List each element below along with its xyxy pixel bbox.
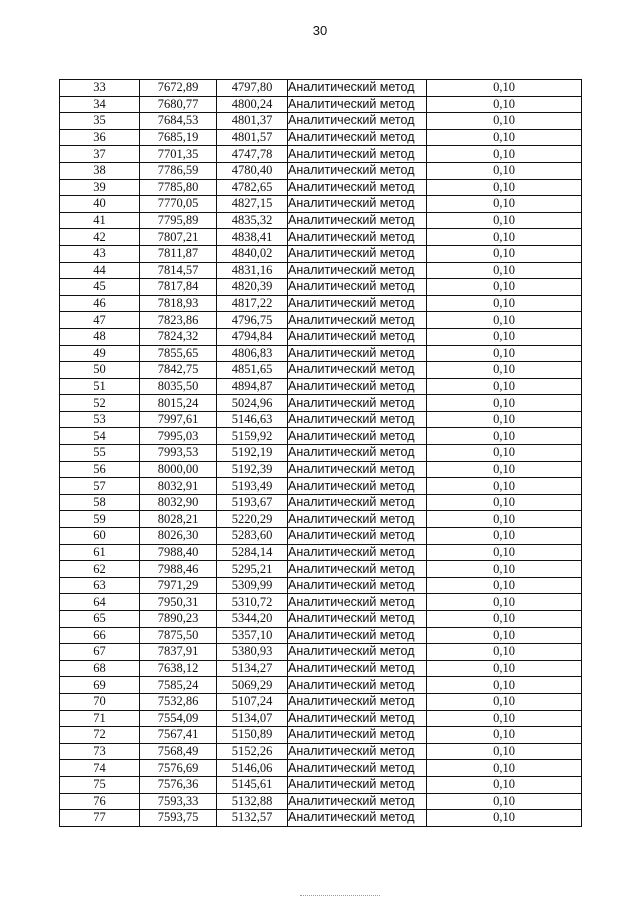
accuracy-cell: 0,10	[427, 162, 582, 179]
x-coordinate-cell: 7785,80	[140, 179, 217, 196]
accuracy-cell: 0,10	[427, 478, 582, 495]
x-coordinate-cell: 7997,61	[140, 411, 217, 428]
x-coordinate-cell: 7576,69	[140, 760, 217, 777]
page-number: 30	[312, 23, 328, 38]
y-coordinate-cell: 4835,32	[217, 212, 288, 229]
method-cell: Аналитический метод	[288, 693, 427, 710]
method-cell: Аналитический метод	[288, 295, 427, 312]
table-row	[60, 528, 582, 545]
y-coordinate-cell: 4801,37	[217, 113, 288, 130]
y-coordinate-cell: 5284,14	[217, 544, 288, 561]
x-coordinate-cell: 7770,05	[140, 196, 217, 213]
table-row	[60, 146, 582, 163]
method-cell: Аналитический метод	[288, 528, 427, 545]
accuracy-cell: 0,10	[427, 494, 582, 511]
table-row	[60, 544, 582, 561]
method-cell: Аналитический метод	[288, 760, 427, 777]
method-cell: Аналитический метод	[288, 660, 427, 677]
table-row	[60, 494, 582, 511]
x-coordinate-cell: 7817,84	[140, 279, 217, 296]
x-coordinate-cell: 8026,30	[140, 528, 217, 545]
y-coordinate-cell: 5220,29	[217, 511, 288, 528]
y-coordinate-cell: 4797,80	[217, 80, 288, 97]
point-number-cell: 72	[60, 727, 140, 744]
point-number-cell: 65	[60, 611, 140, 628]
y-coordinate-cell: 5132,57	[217, 810, 288, 827]
x-coordinate-cell: 8032,91	[140, 478, 217, 495]
table-row	[60, 113, 582, 130]
table-row	[60, 511, 582, 528]
method-cell: Аналитический метод	[288, 378, 427, 395]
y-coordinate-cell: 5310,72	[217, 594, 288, 611]
y-coordinate-cell: 4796,75	[217, 312, 288, 329]
accuracy-cell: 0,10	[427, 428, 582, 445]
y-coordinate-cell: 5193,49	[217, 478, 288, 495]
y-coordinate-cell: 5024,96	[217, 395, 288, 412]
y-coordinate-cell: 4780,40	[217, 162, 288, 179]
method-cell: Аналитический метод	[288, 677, 427, 694]
table-row	[60, 245, 582, 262]
y-coordinate-cell: 5192,19	[217, 445, 288, 462]
accuracy-cell: 0,10	[427, 677, 582, 694]
accuracy-cell: 0,10	[427, 544, 582, 561]
method-cell: Аналитический метод	[288, 245, 427, 262]
method-cell: Аналитический метод	[288, 129, 427, 146]
table-row	[60, 196, 582, 213]
x-coordinate-cell: 8000,00	[140, 461, 217, 478]
method-cell: Аналитический метод	[288, 212, 427, 229]
y-coordinate-cell: 5134,07	[217, 710, 288, 727]
table-row	[60, 179, 582, 196]
table-row	[60, 793, 582, 810]
scan-artifact-divider	[300, 895, 380, 897]
table-row	[60, 212, 582, 229]
x-coordinate-cell: 7795,89	[140, 212, 217, 229]
y-coordinate-cell: 4806,83	[217, 345, 288, 362]
y-coordinate-cell: 4894,87	[217, 378, 288, 395]
y-coordinate-cell: 4747,78	[217, 146, 288, 163]
x-coordinate-cell: 7842,75	[140, 362, 217, 379]
y-coordinate-cell: 4851,65	[217, 362, 288, 379]
accuracy-cell: 0,10	[427, 594, 582, 611]
y-coordinate-cell: 4817,22	[217, 295, 288, 312]
point-number-cell: 39	[60, 179, 140, 196]
table-row	[60, 594, 582, 611]
accuracy-cell: 0,10	[427, 113, 582, 130]
x-coordinate-cell: 7814,57	[140, 262, 217, 279]
point-number-cell: 61	[60, 544, 140, 561]
accuracy-cell: 0,10	[427, 96, 582, 113]
point-number-cell: 54	[60, 428, 140, 445]
accuracy-cell: 0,10	[427, 312, 582, 329]
x-coordinate-cell: 7811,87	[140, 245, 217, 262]
table-row	[60, 776, 582, 793]
method-cell: Аналитический метод	[288, 611, 427, 628]
method-cell: Аналитический метод	[288, 776, 427, 793]
accuracy-cell: 0,10	[427, 445, 582, 462]
x-coordinate-cell: 7988,46	[140, 561, 217, 578]
y-coordinate-cell: 5146,63	[217, 411, 288, 428]
point-number-cell: 77	[60, 810, 140, 827]
accuracy-cell: 0,10	[427, 727, 582, 744]
table-row	[60, 693, 582, 710]
point-number-cell: 62	[60, 561, 140, 578]
x-coordinate-cell: 7824,32	[140, 328, 217, 345]
table-row	[60, 611, 582, 628]
table-row	[60, 229, 582, 246]
method-cell: Аналитический метод	[288, 511, 427, 528]
accuracy-cell: 0,10	[427, 328, 582, 345]
table-row	[60, 445, 582, 462]
y-coordinate-cell: 5309,99	[217, 577, 288, 594]
x-coordinate-cell: 7593,75	[140, 810, 217, 827]
x-coordinate-cell: 7685,19	[140, 129, 217, 146]
method-cell: Аналитический метод	[288, 196, 427, 213]
x-coordinate-cell: 7576,36	[140, 776, 217, 793]
x-coordinate-cell: 7818,93	[140, 295, 217, 312]
x-coordinate-cell: 7837,91	[140, 644, 217, 661]
table-row	[60, 677, 582, 694]
accuracy-cell: 0,10	[427, 461, 582, 478]
method-cell: Аналитический метод	[288, 362, 427, 379]
accuracy-cell: 0,10	[427, 295, 582, 312]
table-row	[60, 328, 582, 345]
point-number-cell: 69	[60, 677, 140, 694]
accuracy-cell: 0,10	[427, 611, 582, 628]
y-coordinate-cell: 5193,67	[217, 494, 288, 511]
point-number-cell: 53	[60, 411, 140, 428]
table-row	[60, 461, 582, 478]
y-coordinate-cell: 4800,24	[217, 96, 288, 113]
point-number-cell: 75	[60, 776, 140, 793]
point-number-cell: 58	[60, 494, 140, 511]
table-row	[60, 428, 582, 445]
accuracy-cell: 0,10	[427, 245, 582, 262]
point-number-cell: 66	[60, 627, 140, 644]
point-number-cell: 34	[60, 96, 140, 113]
accuracy-cell: 0,10	[427, 693, 582, 710]
x-coordinate-cell: 8035,50	[140, 378, 217, 395]
point-number-cell: 33	[60, 80, 140, 97]
table-row	[60, 760, 582, 777]
x-coordinate-cell: 8015,24	[140, 395, 217, 412]
accuracy-cell: 0,10	[427, 262, 582, 279]
point-number-cell: 38	[60, 162, 140, 179]
accuracy-cell: 0,10	[427, 627, 582, 644]
method-cell: Аналитический метод	[288, 577, 427, 594]
y-coordinate-cell: 5132,88	[217, 793, 288, 810]
method-cell: Аналитический метод	[288, 428, 427, 445]
table-row	[60, 577, 582, 594]
accuracy-cell: 0,10	[427, 196, 582, 213]
accuracy-cell: 0,10	[427, 710, 582, 727]
table-row	[60, 129, 582, 146]
x-coordinate-cell: 7585,24	[140, 677, 217, 694]
point-number-cell: 59	[60, 511, 140, 528]
table-row	[60, 295, 582, 312]
y-coordinate-cell: 5152,26	[217, 743, 288, 760]
x-coordinate-cell: 7807,21	[140, 229, 217, 246]
y-coordinate-cell: 5380,93	[217, 644, 288, 661]
accuracy-cell: 0,10	[427, 395, 582, 412]
point-number-cell: 55	[60, 445, 140, 462]
table-row	[60, 478, 582, 495]
point-number-cell: 43	[60, 245, 140, 262]
x-coordinate-cell: 7890,23	[140, 611, 217, 628]
point-number-cell: 70	[60, 693, 140, 710]
method-cell: Аналитический метод	[288, 810, 427, 827]
accuracy-cell: 0,10	[427, 793, 582, 810]
point-number-cell: 74	[60, 760, 140, 777]
method-cell: Аналитический метод	[288, 113, 427, 130]
x-coordinate-cell: 7701,35	[140, 146, 217, 163]
x-coordinate-cell: 7680,77	[140, 96, 217, 113]
x-coordinate-cell: 7786,59	[140, 162, 217, 179]
accuracy-cell: 0,10	[427, 577, 582, 594]
method-cell: Аналитический метод	[288, 279, 427, 296]
method-cell: Аналитический метод	[288, 345, 427, 362]
table-row	[60, 411, 582, 428]
x-coordinate-cell: 7638,12	[140, 660, 217, 677]
table-row	[60, 395, 582, 412]
accuracy-cell: 0,10	[427, 378, 582, 395]
x-coordinate-cell: 7988,40	[140, 544, 217, 561]
point-number-cell: 76	[60, 793, 140, 810]
table-row	[60, 561, 582, 578]
point-number-cell: 49	[60, 345, 140, 362]
method-cell: Аналитический метод	[288, 478, 427, 495]
x-coordinate-cell: 7823,86	[140, 312, 217, 329]
accuracy-cell: 0,10	[427, 362, 582, 379]
method-cell: Аналитический метод	[288, 395, 427, 412]
point-number-cell: 40	[60, 196, 140, 213]
method-cell: Аналитический метод	[288, 146, 427, 163]
point-number-cell: 48	[60, 328, 140, 345]
table-row	[60, 727, 582, 744]
y-coordinate-cell: 4831,16	[217, 262, 288, 279]
accuracy-cell: 0,10	[427, 229, 582, 246]
accuracy-cell: 0,10	[427, 146, 582, 163]
method-cell: Аналитический метод	[288, 727, 427, 744]
y-coordinate-cell: 4820,39	[217, 279, 288, 296]
table-row	[60, 627, 582, 644]
method-cell: Аналитический метод	[288, 80, 427, 97]
y-coordinate-cell: 5069,29	[217, 677, 288, 694]
y-coordinate-cell: 4794,84	[217, 328, 288, 345]
y-coordinate-cell: 5134,27	[217, 660, 288, 677]
method-cell: Аналитический метод	[288, 494, 427, 511]
accuracy-cell: 0,10	[427, 179, 582, 196]
point-number-cell: 50	[60, 362, 140, 379]
point-number-cell: 60	[60, 528, 140, 545]
x-coordinate-cell: 8028,21	[140, 511, 217, 528]
point-number-cell: 42	[60, 229, 140, 246]
y-coordinate-cell: 5344,20	[217, 611, 288, 628]
accuracy-cell: 0,10	[427, 80, 582, 97]
y-coordinate-cell: 5150,89	[217, 727, 288, 744]
point-number-cell: 73	[60, 743, 140, 760]
point-number-cell: 68	[60, 660, 140, 677]
accuracy-cell: 0,10	[427, 776, 582, 793]
table-row	[60, 345, 582, 362]
point-number-cell: 51	[60, 378, 140, 395]
method-cell: Аналитический метод	[288, 411, 427, 428]
method-cell: Аналитический метод	[288, 445, 427, 462]
accuracy-cell: 0,10	[427, 743, 582, 760]
y-coordinate-cell: 5192,39	[217, 461, 288, 478]
accuracy-cell: 0,10	[427, 279, 582, 296]
method-cell: Аналитический метод	[288, 594, 427, 611]
accuracy-cell: 0,10	[427, 411, 582, 428]
table-row	[60, 262, 582, 279]
point-number-cell: 41	[60, 212, 140, 229]
x-coordinate-cell: 7532,86	[140, 693, 217, 710]
table-row	[60, 96, 582, 113]
method-cell: Аналитический метод	[288, 561, 427, 578]
y-coordinate-cell: 5295,21	[217, 561, 288, 578]
point-number-cell: 64	[60, 594, 140, 611]
table-row	[60, 743, 582, 760]
point-number-cell: 52	[60, 395, 140, 412]
point-number-cell: 57	[60, 478, 140, 495]
x-coordinate-cell: 7875,50	[140, 627, 217, 644]
point-number-cell: 37	[60, 146, 140, 163]
table-row	[60, 162, 582, 179]
accuracy-cell: 0,10	[427, 129, 582, 146]
accuracy-cell: 0,10	[427, 760, 582, 777]
method-cell: Аналитический метод	[288, 262, 427, 279]
table-row	[60, 710, 582, 727]
x-coordinate-cell: 7855,65	[140, 345, 217, 362]
table-row	[60, 362, 582, 379]
coordinates-table-body	[60, 80, 582, 827]
table-row	[60, 279, 582, 296]
point-number-cell: 71	[60, 710, 140, 727]
accuracy-cell: 0,10	[427, 810, 582, 827]
x-coordinate-cell: 7995,03	[140, 428, 217, 445]
accuracy-cell: 0,10	[427, 644, 582, 661]
method-cell: Аналитический метод	[288, 743, 427, 760]
y-coordinate-cell: 4840,02	[217, 245, 288, 262]
table-row	[60, 644, 582, 661]
accuracy-cell: 0,10	[427, 660, 582, 677]
point-number-cell: 36	[60, 129, 140, 146]
method-cell: Аналитический метод	[288, 793, 427, 810]
x-coordinate-cell: 7684,53	[140, 113, 217, 130]
method-cell: Аналитический метод	[288, 544, 427, 561]
x-coordinate-cell: 7554,09	[140, 710, 217, 727]
point-number-cell: 44	[60, 262, 140, 279]
accuracy-cell: 0,10	[427, 561, 582, 578]
accuracy-cell: 0,10	[427, 345, 582, 362]
point-number-cell: 67	[60, 644, 140, 661]
method-cell: Аналитический метод	[288, 162, 427, 179]
table-row	[60, 80, 582, 97]
table-row	[60, 660, 582, 677]
method-cell: Аналитический метод	[288, 96, 427, 113]
y-coordinate-cell: 4827,15	[217, 196, 288, 213]
point-number-cell: 47	[60, 312, 140, 329]
point-number-cell: 56	[60, 461, 140, 478]
coordinates-table	[59, 79, 582, 827]
method-cell: Аналитический метод	[288, 461, 427, 478]
table-row	[60, 312, 582, 329]
y-coordinate-cell: 5145,61	[217, 776, 288, 793]
x-coordinate-cell: 7672,89	[140, 80, 217, 97]
y-coordinate-cell: 5357,10	[217, 627, 288, 644]
y-coordinate-cell: 5146,06	[217, 760, 288, 777]
method-cell: Аналитический метод	[288, 229, 427, 246]
accuracy-cell: 0,10	[427, 511, 582, 528]
x-coordinate-cell: 7971,29	[140, 577, 217, 594]
x-coordinate-cell: 7993,53	[140, 445, 217, 462]
method-cell: Аналитический метод	[288, 710, 427, 727]
method-cell: Аналитический метод	[288, 644, 427, 661]
y-coordinate-cell: 4782,65	[217, 179, 288, 196]
method-cell: Аналитический метод	[288, 312, 427, 329]
table-row	[60, 378, 582, 395]
accuracy-cell: 0,10	[427, 528, 582, 545]
y-coordinate-cell: 5107,24	[217, 693, 288, 710]
point-number-cell: 35	[60, 113, 140, 130]
x-coordinate-cell: 8032,90	[140, 494, 217, 511]
method-cell: Аналитический метод	[288, 627, 427, 644]
x-coordinate-cell: 7950,31	[140, 594, 217, 611]
accuracy-cell: 0,10	[427, 212, 582, 229]
y-coordinate-cell: 5283,60	[217, 528, 288, 545]
table-row	[60, 810, 582, 827]
x-coordinate-cell: 7568,49	[140, 743, 217, 760]
point-number-cell: 63	[60, 577, 140, 594]
method-cell: Аналитический метод	[288, 179, 427, 196]
point-number-cell: 45	[60, 279, 140, 296]
point-number-cell: 46	[60, 295, 140, 312]
y-coordinate-cell: 5159,92	[217, 428, 288, 445]
y-coordinate-cell: 4838,41	[217, 229, 288, 246]
y-coordinate-cell: 4801,57	[217, 129, 288, 146]
x-coordinate-cell: 7567,41	[140, 727, 217, 744]
x-coordinate-cell: 7593,33	[140, 793, 217, 810]
method-cell: Аналитический метод	[288, 328, 427, 345]
